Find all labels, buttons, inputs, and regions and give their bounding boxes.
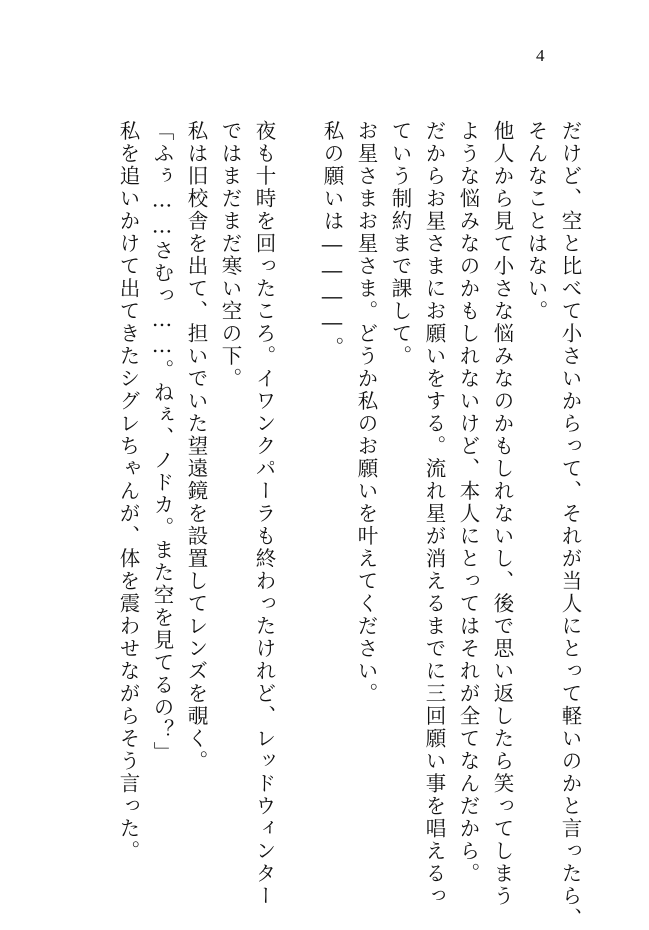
text-line-6: ていう制約まで課して。 (388, 120, 412, 368)
text-line-12: 私は旧校舎を出て、担いでいた望遠鏡を設置してレンズを覗く。 (184, 120, 208, 773)
text-line-2: そんなことはない。 (524, 120, 548, 323)
text-line-1: だけど、空と比べて小さいからって、それが当人にとって軽いのかと言ったら、 (558, 120, 582, 930)
text-line-7: お星さまお星さま。どうか私のお願いを叶えてください。 (354, 120, 378, 705)
text-line-3: 他人から見て小さな悩みなのかもしれないし、後で思い返したら笑ってしまう (490, 120, 514, 908)
text-line-8: 私の願いは――――。 (320, 120, 344, 359)
text-line-10: 夜も十時を回ったころ。イワンクパーラも終わったけれど、レッドウィンター (252, 120, 276, 908)
text-line-14: 私を追いかけて出てきたシグレちゃんが、体を震わせながらそう言った。 (116, 120, 140, 863)
text-line-13: 「ふぅ……さむっ……。ねぇ、ノドカ。また空を見てるの？」 (150, 120, 174, 764)
text-line-5: だからお星さまにお願いをする。流れ星が消えるまでに三回願い事を唱えるっ (422, 120, 446, 908)
text-line-4: ような悩みなのかもしれないけど、本人にとってはそれが全てなんだから。 (456, 120, 480, 885)
page-number: 4 (536, 46, 545, 65)
text-line-11: ではまだまだ寒い空の下。 (218, 120, 242, 390)
